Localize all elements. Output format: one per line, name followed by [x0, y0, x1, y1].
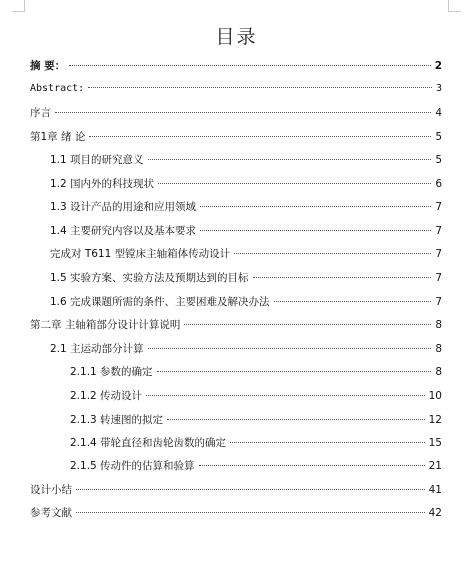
- toc-entry[interactable]: [70, 411, 442, 429]
- toc-entry-page: 7: [435, 272, 442, 284]
- toc-entry-label: 第1章 绪 论: [30, 131, 86, 143]
- page-corner-mark: [12, 0, 25, 12]
- toc-entry[interactable]: [30, 481, 442, 499]
- toc-entry-page: 7: [435, 296, 442, 308]
- toc-entry-label: 1.2 国内外的科技现状: [50, 178, 155, 190]
- toc-entry[interactable]: [50, 175, 442, 193]
- toc-entry-label: 2.1.4 带轮直径和齿轮齿数的确定: [70, 437, 227, 449]
- dot-leader: [148, 348, 432, 349]
- toc-entry-label: 第二章 主轴箱部分设计计算说明: [30, 319, 181, 331]
- toc-entry-label: 2.1 主运动部分计算: [50, 343, 144, 355]
- toc-entry[interactable]: [50, 222, 442, 240]
- toc-entry[interactable]: [30, 57, 442, 75]
- toc-entry-label: 2.1.3 转速图的拟定: [70, 414, 164, 426]
- toc-entry[interactable]: [30, 504, 442, 522]
- toc-entry-page: 7: [435, 201, 442, 213]
- toc-entry[interactable]: [70, 457, 442, 475]
- dot-leader: [200, 230, 431, 231]
- toc-entry-page: 5: [435, 154, 442, 166]
- toc-entry[interactable]: [50, 293, 442, 311]
- toc-entry[interactable]: [70, 363, 442, 381]
- dot-leader: [88, 87, 432, 88]
- toc-entry-label: 1.5 实验方案、实验方法及预期达到的目标: [50, 272, 249, 284]
- toc-entry-label: 2.1.2 传动设计: [70, 390, 143, 402]
- toc-entry-label: 摘 要：: [30, 60, 66, 72]
- dot-leader: [69, 65, 431, 66]
- toc-entry-label: 1.4 主要研究内容以及基本要求: [50, 225, 197, 237]
- toc-entry-page: 42: [428, 507, 442, 519]
- toc-title: 目录: [215, 26, 258, 48]
- toc-entry-label: 1.1 项目的研究意义: [50, 154, 144, 166]
- toc-entry-page: 10: [428, 390, 442, 402]
- toc-entry-label: 1.3 设计产品的用途和应用领域: [50, 201, 197, 213]
- toc-entry-page: 4: [435, 107, 442, 119]
- dot-leader: [146, 395, 425, 396]
- toc-entry-page: 2: [434, 60, 442, 72]
- toc-entry-label: 设计小结: [30, 484, 72, 496]
- toc-entry[interactable]: [50, 340, 442, 358]
- toc-entry[interactable]: [30, 80, 442, 98]
- dot-leader: [157, 371, 432, 372]
- dot-leader: [89, 136, 431, 137]
- toc-entry-page: 3: [435, 83, 442, 94]
- dot-leader: [158, 183, 431, 184]
- dot-leader: [230, 442, 425, 443]
- toc-entry-label: 2.1.1 参数的确定: [70, 366, 153, 378]
- toc-entry[interactable]: [50, 245, 442, 263]
- dot-leader: [76, 489, 425, 490]
- toc-entry-page: 15: [428, 437, 442, 449]
- toc-entry[interactable]: [50, 151, 442, 169]
- toc-entry-label: 1.6 完成课题所需的条件、主要困难及解决办法: [50, 296, 270, 308]
- toc-entry[interactable]: [30, 316, 442, 334]
- toc-entry-label: 参考文献: [30, 507, 72, 519]
- dot-leader: [55, 112, 431, 113]
- toc-entry-label: 2.1.5 传动件的估算和验算: [70, 460, 195, 472]
- toc-entry-label: Abstract:: [30, 83, 85, 94]
- toc-entry[interactable]: [30, 104, 442, 122]
- dot-leader: [274, 301, 432, 302]
- toc-entry[interactable]: [70, 434, 442, 452]
- dot-leader: [200, 206, 431, 207]
- dot-leader: [76, 512, 425, 513]
- toc-entry-page: 7: [435, 248, 442, 260]
- toc-entry-label: 完成对 T611 型镗床主轴箱体传动设计: [50, 248, 231, 260]
- toc-entry[interactable]: [50, 269, 442, 287]
- toc-entry[interactable]: [50, 198, 442, 216]
- dot-leader: [167, 419, 425, 420]
- toc-entry-page: 6: [435, 178, 442, 190]
- dot-leader: [234, 253, 431, 254]
- toc-entry-page: 12: [428, 414, 442, 426]
- toc-entry-page: 7: [435, 225, 442, 237]
- dot-leader: [253, 277, 432, 278]
- toc-entry[interactable]: [70, 387, 442, 405]
- page-corner-mark: [448, 0, 461, 12]
- toc-entry[interactable]: [30, 128, 442, 146]
- toc-entry-page: 41: [428, 484, 442, 496]
- dot-leader: [199, 465, 425, 466]
- toc-entry-page: 21: [428, 460, 442, 472]
- dot-leader: [148, 159, 432, 160]
- toc-entry-page: 8: [435, 343, 442, 355]
- toc-entry-page: 5: [435, 131, 442, 143]
- toc-entry-label: 序言: [30, 107, 51, 119]
- dot-leader: [184, 324, 431, 325]
- toc-entry-page: 8: [435, 319, 442, 331]
- toc-entry-page: 8: [435, 366, 442, 378]
